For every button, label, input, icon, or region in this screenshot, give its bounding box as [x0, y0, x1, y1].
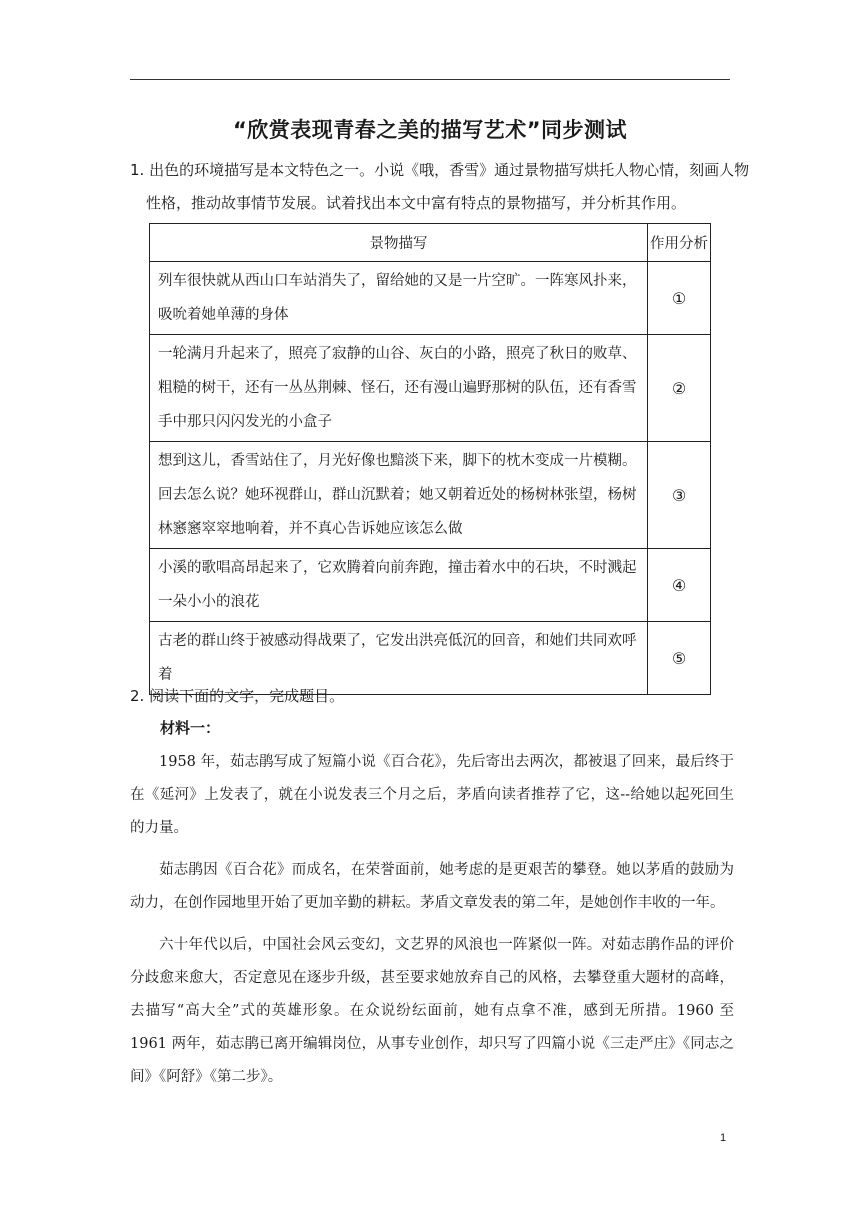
header-scene: 景物描写	[150, 224, 648, 262]
answer-cell: ②	[648, 335, 711, 442]
paragraph: 1958 年，茹志鹃写成了短篇小说《百合花》，先后寄出去两次，都被退了回来，最后终于在《延河》上发表了，就在小说发表三个月之后，茅盾向读者推荐了它，这--给她以起死回生的力量。	[130, 754, 734, 836]
question-2: 2. 阅读下面的文字，完成题目。	[130, 687, 345, 705]
scene-cell: 古老的群山终于被感动得战栗了，它发出洪亮低沉的回音，和她们共同欢呼着	[150, 622, 648, 695]
table-row	[150, 335, 711, 442]
scene-cell: 小溪的歌唱高昂起来了，它欢腾着向前奔跑，撞击着水中的石块，不时溅起一朵小小的浪花	[150, 549, 648, 622]
answer-cell: ④	[648, 549, 711, 622]
scene-cell: 一轮满月升起来了，照亮了寂静的山谷、灰白的小路，照亮了秋日的败草、粗糙的树干，还有一丛丛荆棘、怪石，还有漫山遍野那树的队伍，还有香雪手中那只闪闪发光的小盒子	[150, 335, 648, 442]
material-label: 材料一：	[160, 719, 221, 737]
header-rule	[130, 79, 730, 80]
paragraph: 六十年代以后，中国社会风云变幻，文艺界的风浪也一阵紧似一阵。对茹志鹃作品的评价分歧愈来愈大，否定意见在逐步升级，甚至要求她放弃自己的风格，去攀登重大题材的高峰，去描写“高大全”式的英雄形象。在众说纷纭面前，她有点拿不准，感到无所措。1960 至 1961 两年，茹志鹃已离开编辑岗位，从事专业创作，却只写了四篇小说《三走严庄》《同志之间》《阿舒》《第二步》。	[130, 937, 734, 1085]
table-row	[150, 262, 711, 335]
table-row	[150, 442, 711, 549]
page-title: “欣赏表现青春之美的描写艺术”同步测试	[232, 118, 628, 142]
answer-cell: ①	[648, 262, 711, 335]
scene-cell: 列车很快就从西山口车站消失了，留给她的又是一片空旷。一阵寒风扑来，吸吮着她单薄的身体	[150, 262, 648, 335]
table-header-row	[150, 224, 711, 262]
material-body	[130, 746, 734, 1103]
header-analysis: 作用分析	[648, 224, 711, 262]
paragraph: 茹志鹃因《百合花》而成名，在荣誉面前，她考虑的是更艰苦的攀登。她以茅盾的鼓励为动力，在创作园地里开始了更加辛勤的耕耘。茅盾文章发表的第二年，是她创作丰收的一年。	[130, 862, 734, 911]
table-row	[150, 549, 711, 622]
scene-analysis-table	[149, 223, 711, 695]
question-1: 1. 出色的环境描写是本文特色之一。小说《哦，香雪》通过景物描写烘托人物心情，刻画人物性格，推动故事情节发展。试着找出本文中富有特点的景物描写，并分析其作用。	[130, 161, 750, 212]
answer-cell: ③	[648, 442, 711, 549]
scene-cell: 想到这儿，香雪站住了，月光好像也黯淡下来，脚下的枕木变成一片模糊。回去怎么说？她环视群山，群山沉默着；她又朝着近处的杨树林张望，杨树林窸窸窣窣地响着，并不真心告诉她应该怎么做	[150, 442, 648, 549]
answer-cell: ⑤	[648, 622, 711, 695]
page-number: 1	[720, 1132, 727, 1144]
